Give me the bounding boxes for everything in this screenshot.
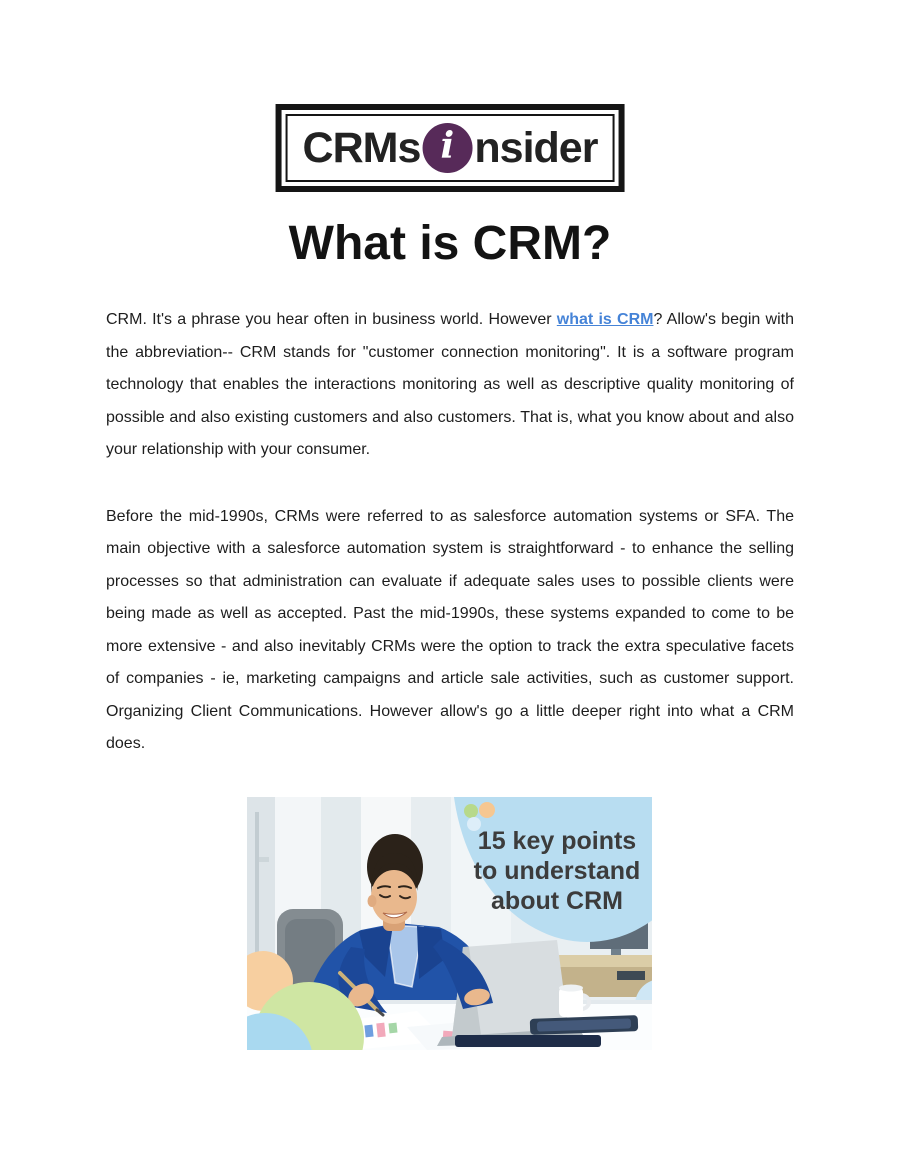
crmsinsider-logo bbox=[276, 104, 625, 192]
orange-dot-icon bbox=[479, 802, 495, 818]
paragraph-1 bbox=[106, 304, 794, 467]
logo-i-icon: i bbox=[422, 123, 472, 173]
paragraph-1-start: CRM. It's a phrase you hear often in business world. However bbox=[106, 311, 557, 328]
paragraph-2: Before the mid-1990s, CRMs were referred to as salesforce automation systems or SFA. The main objective with a salesforce automation system is straightforward - to enhance the selling processes so that administration can evaluate if adequate sales uses to possible clients were being made as well as accepted. Past the mid-1990s, these systems expanded to come to be more extensive - and also inevitably CRMs were the option to track the extra speculative facets of companies - ie, marketing campaigns and article sale activities, such as customer support. Organizing Client Communications. However allow's go a little deeper right into what a CRM does. bbox=[106, 507, 794, 752]
what-is-crm-link[interactable]: what is CRM bbox=[556, 311, 654, 328]
caption-line-3: about CRM bbox=[491, 887, 623, 915]
paragraph-1-end: ? Allow's begin with the abbreviation-- CRM stands for "customer connection monitoring". It is a software program technology that enables the interactions monitoring as well as descriptive quality monitoring of possible and also existing customers and also customers. That is, what you know about and also your relationship with your consumer. bbox=[106, 311, 794, 458]
caption-line-1: 15 key points bbox=[477, 827, 637, 855]
crm-key-points-image bbox=[247, 797, 652, 1050]
green-dot-icon bbox=[464, 804, 478, 818]
page-title: What is CRM? bbox=[288, 217, 612, 270]
caption-line-2: to understand bbox=[473, 857, 641, 885]
logo-text-after: nsider bbox=[474, 123, 598, 172]
logo-inner-frame bbox=[286, 114, 615, 182]
crm-illustration-svg bbox=[247, 797, 652, 1050]
article-body bbox=[106, 304, 794, 795]
logo-text-before: CRMs bbox=[302, 123, 421, 172]
